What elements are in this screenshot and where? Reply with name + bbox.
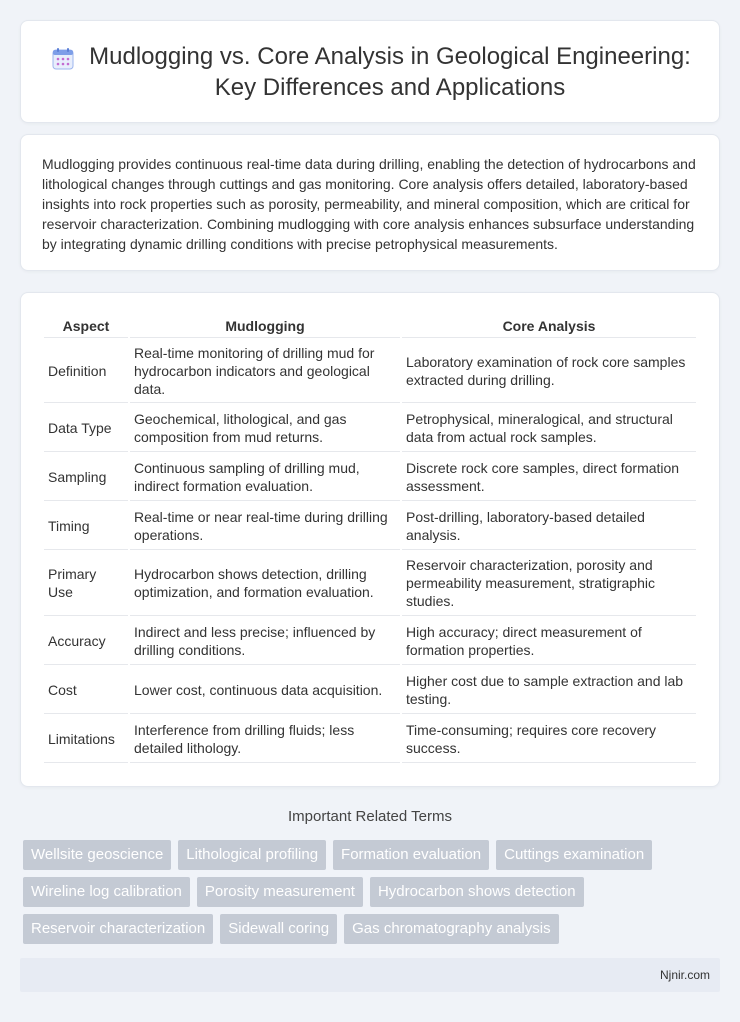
row-core-analysis: Reservoir characterization, porosity and permeability measurement, stratigraphic studies. bbox=[402, 551, 696, 616]
related-term-tag[interactable]: Porosity measurement bbox=[197, 877, 363, 907]
row-mudlogging: Hydrocarbon shows detection, drilling optimization, and formation evaluation. bbox=[130, 551, 400, 616]
row-core-analysis: Time-consuming; requires core recovery success. bbox=[402, 715, 696, 763]
row-core-analysis: Post-drilling, laboratory-based detailed analysis. bbox=[402, 502, 696, 550]
footer bbox=[20, 958, 720, 992]
row-mudlogging: Indirect and less precise; influenced by drilling conditions. bbox=[130, 617, 400, 665]
comparison-table bbox=[42, 313, 698, 764]
tag-row bbox=[23, 877, 723, 907]
row-aspect: Data Type bbox=[44, 404, 128, 452]
row-aspect: Primary Use bbox=[44, 551, 128, 616]
related-term-tag[interactable]: Reservoir characterization bbox=[23, 914, 213, 944]
table-row bbox=[44, 551, 696, 616]
row-core-analysis: Discrete rock core samples, direct formation assessment. bbox=[402, 453, 696, 501]
row-core-analysis: High accuracy; direct measurement of formation properties. bbox=[402, 617, 696, 665]
intro-card bbox=[20, 134, 720, 271]
row-mudlogging: Geochemical, lithological, and gas composition from mud returns. bbox=[130, 404, 400, 452]
related-term-tag[interactable]: Wellsite geoscience bbox=[23, 840, 171, 870]
table-row bbox=[44, 617, 696, 665]
table-row bbox=[44, 453, 696, 501]
page-title: Mudlogging vs. Core Analysis in Geological Engineering: Key Differences and Applications bbox=[89, 42, 691, 101]
footer-site-name[interactable]: Njnir.com bbox=[659, 968, 710, 982]
comparison-table-card bbox=[20, 292, 720, 787]
row-aspect: Sampling bbox=[44, 453, 128, 501]
table-row bbox=[44, 502, 696, 550]
row-aspect: Limitations bbox=[44, 715, 128, 763]
row-mudlogging: Lower cost, continuous data acquisition. bbox=[130, 666, 400, 714]
tag-row bbox=[23, 840, 723, 870]
related-term-tag[interactable]: Lithological profiling bbox=[178, 840, 326, 870]
table-row bbox=[44, 404, 696, 452]
row-aspect: Accuracy bbox=[44, 617, 128, 665]
row-aspect: Timing bbox=[44, 502, 128, 550]
header-aspect: Aspect bbox=[44, 314, 128, 338]
table-row bbox=[44, 666, 696, 714]
related-term-tag[interactable]: Cuttings examination bbox=[496, 840, 652, 870]
header-core-analysis: Core Analysis bbox=[402, 314, 696, 338]
table-row bbox=[44, 715, 696, 763]
row-mudlogging: Interference from drilling fluids; less detailed lithology. bbox=[130, 715, 400, 763]
related-term-tag[interactable]: Hydrocarbon shows detection bbox=[370, 877, 584, 907]
related-term-tag[interactable]: Wireline log calibration bbox=[23, 877, 190, 907]
row-mudlogging: Real-time monitoring of drilling mud for hydrocarbon indicators and geological data. bbox=[130, 339, 400, 403]
row-core-analysis: Higher cost due to sample extraction and lab testing. bbox=[402, 666, 696, 714]
intro-paragraph: Mudlogging provides continuous real-time data during drilling, enabling the detection of hydrocarbons and lithological changes through cuttings and gas monitoring. Core analysis offers detailed, laboratory-based insights into rock properties such as porosity, permeability, and mineral composition, which are critical for reservoir characterization. Combining mudlogging with core analysis enhances subsurface understanding by integrating dynamic drilling conditions with precise petrophysical measurements. bbox=[42, 156, 696, 252]
row-aspect: Definition bbox=[44, 339, 128, 403]
tag-row bbox=[23, 914, 723, 944]
header-mudlogging: Mudlogging bbox=[130, 314, 400, 338]
table-row bbox=[44, 339, 696, 403]
related-terms-heading: Important Related Terms bbox=[288, 808, 452, 825]
row-core-analysis: Petrophysical, mineralogical, and structural data from actual rock samples. bbox=[402, 404, 696, 452]
related-term-tag[interactable]: Gas chromatography analysis bbox=[344, 914, 558, 944]
title-card bbox=[20, 20, 720, 123]
row-mudlogging: Continuous sampling of drilling mud, indirect formation evaluation. bbox=[130, 453, 400, 501]
related-terms-list bbox=[23, 840, 723, 951]
row-mudlogging: Real-time or near real-time during drilling operations. bbox=[130, 502, 400, 550]
row-core-analysis: Laboratory examination of rock core samples extracted during drilling. bbox=[402, 339, 696, 403]
table-header-row bbox=[44, 314, 696, 338]
related-term-tag[interactable]: Formation evaluation bbox=[333, 840, 489, 870]
related-term-tag[interactable]: Sidewall coring bbox=[220, 914, 337, 944]
row-aspect: Cost bbox=[44, 666, 128, 714]
